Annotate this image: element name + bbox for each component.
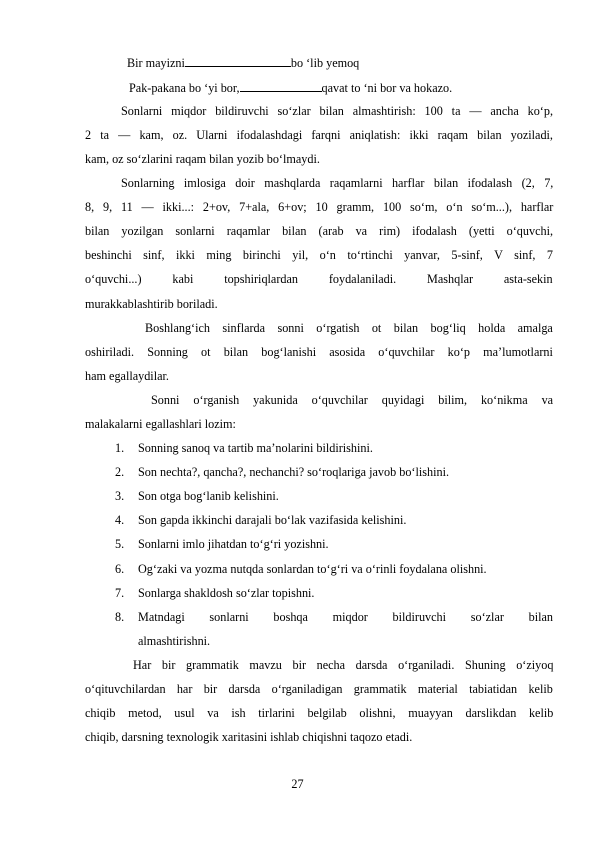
riddle-2-end: qavat to ‘ni bor va hokazo.: [321, 81, 453, 95]
paragraph-primary-line-1: Boshlang‘ich sinflarda sonni o‘rgatish ot bilan bog‘liq holda amalga: [145, 321, 553, 335]
paragraph-spelling-line-1: Sonlarning imlosiga doir mashqlarda raqamlarni harflar bilan ifodalash (2, 7,: [121, 176, 554, 190]
paragraph-spelling-line-3: bilan yozilgan sonlarni raqamlar bilan (arab va rim) ifodalash (yetti o‘quvchi,: [85, 224, 554, 238]
riddle-1-end: bo ‘lib yemoq: [290, 56, 360, 70]
paragraph-outcomes-line-2: malakalarni egallashlari lozim:: [85, 417, 236, 431]
list-item: Matndagi sonlarni boshqa miqdor bildiruvchi so‘zlar bilan: [138, 610, 553, 624]
list-item: Son otga bog‘lanib kelishini.: [138, 489, 279, 503]
list-number: 6.: [115, 562, 125, 576]
paragraph-spelling-line-5: o‘quvchi...) kabi topshiriqlardan foydalaniladi. Mashqlar asta-sekin: [85, 272, 553, 286]
list-item: Son nechta?, qancha?, nechanchi? so‘roqlariga javob bo‘lishini.: [138, 465, 450, 479]
riddle-line-1: [127, 55, 359, 70]
paragraph-primary-line-2: oshiriladi. Sonning ot bilan bog‘lanishi asosida o‘quvchilar ko‘p ma’lumotlarni: [85, 345, 553, 359]
paragraph-grammar-line-3: chiqib metod, usul va ish tirlarini belgilab olishni, muayyan darslikdan kelib: [85, 706, 554, 720]
paragraph-spelling-line-2: 8, 9, 11 — ikki...: 2+ov, 7+ala, 6+ov; 10 gramm, 100 so‘m, o‘n so‘m...), harflar: [85, 200, 554, 214]
fill-blank-2: [240, 80, 322, 92]
list-number: 5.: [115, 537, 125, 551]
paragraph-spelling-line-4: beshinchi sinf, ikki ming birinchi yil, o‘n to‘rtinchi yanvar, 5-sinf, V sinf, 7: [85, 248, 554, 262]
list-item-continuation: almashtirishni.: [138, 634, 211, 648]
list-number: 1.: [115, 441, 125, 455]
fill-blank-1: [185, 55, 291, 67]
list-item: Sonning sanoq va tartib ma’nolarini bildirishini.: [138, 441, 373, 455]
paragraph-grammar-line-2: o‘qituvchilardan har bir darsda o‘rganiladigan grammatik material tabiatidan kelib: [85, 682, 553, 696]
list-item: Son gapda ikkinchi darajali bo‘lak vazifasida kelishini.: [138, 513, 407, 527]
paragraph-replace-line-1: Sonlarni miqdor bildiruvchi so‘zlar bilan almashtirish: 100 ta — ancha ko‘p,: [121, 104, 554, 118]
paragraph-replace-line-3: kam, oz so‘zlarini raqam bilan yozib bo‘lmaydi.: [85, 152, 320, 166]
list-number: 2.: [115, 465, 125, 479]
list-number: 7.: [115, 586, 125, 600]
list-number: 8.: [115, 610, 125, 624]
riddle-1-start: Bir mayizni: [127, 56, 185, 70]
list-number: 4.: [115, 513, 125, 527]
list-number: 3.: [115, 489, 125, 503]
list-item: Og‘zaki va yozma nutqda sonlardan to‘g‘ri va o‘rinli foydalana olishni.: [138, 562, 487, 576]
list-item: Sonlarni imlo jihatdan to‘g‘ri yozishni.: [138, 537, 329, 551]
riddle-line-2: [129, 80, 452, 95]
paragraph-spelling-line-6: murakkablashtirib boriladi.: [85, 297, 218, 311]
paragraph-replace-line-2: 2 ta — kam, oz. Ularni ifodalashdagi farqni aniqlatish: ikki raqam bilan yoziladi,: [85, 128, 553, 142]
paragraph-grammar-line-1: Har bir grammatik mavzu bir necha darsda o‘rganiladi. Shuning o‘ziyoq: [133, 658, 554, 672]
riddle-2-start: Pak-pakana bo ‘yi bor,: [129, 81, 240, 95]
list-item: Sonlarga shakldosh so‘zlar topishni.: [138, 586, 315, 600]
paragraph-primary-line-3: ham egallaydilar.: [85, 369, 169, 383]
paragraph-outcomes-line-1: Sonni o‘rganish yakunida o‘quvchilar quyidagi bilim, ko‘nikma va: [151, 393, 554, 407]
paragraph-grammar-line-4: chiqib, darsning texnologik xaritasini ishlab chiqishni taqozo etadi.: [85, 730, 413, 744]
page-number: 27: [291, 777, 304, 791]
